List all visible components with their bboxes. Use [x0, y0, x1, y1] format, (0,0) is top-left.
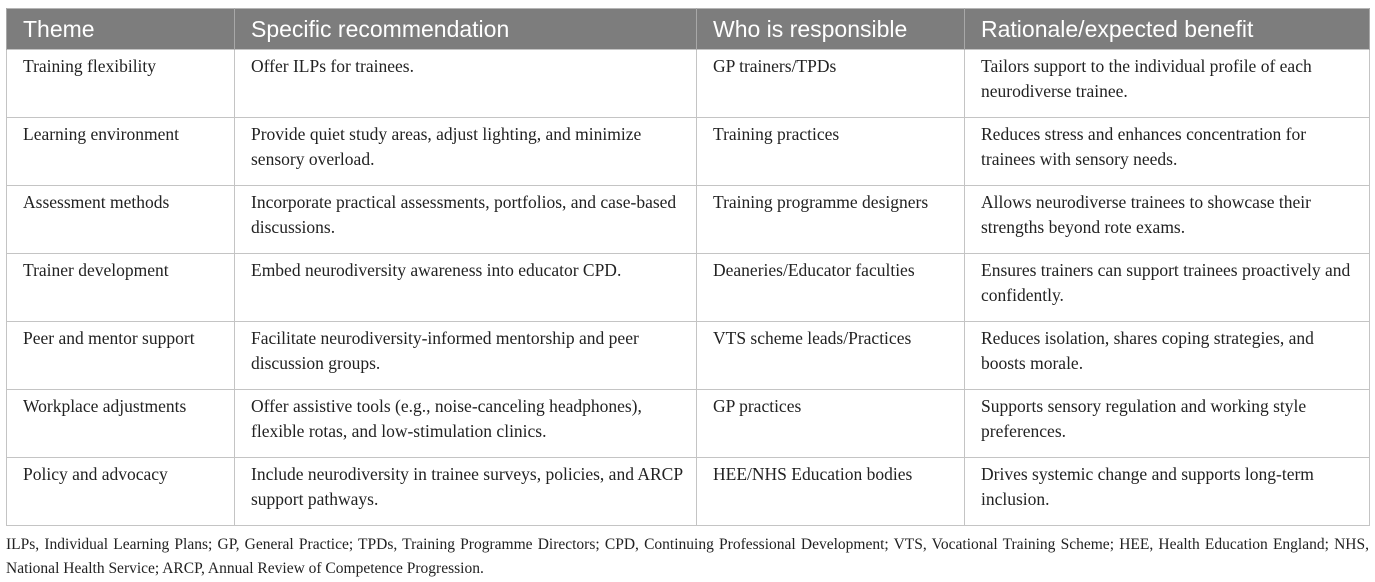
header-rationale: Rationale/expected benefit [965, 9, 1370, 50]
table-row [7, 186, 1370, 254]
table-row [7, 50, 1370, 118]
table-header-row [7, 9, 1370, 50]
cell-theme: Policy and advocacy [7, 458, 235, 526]
header-who-is-responsible: Who is responsible [697, 9, 965, 50]
table-row [7, 118, 1370, 186]
cell-responsible: GP practices [697, 390, 965, 458]
recommendations-table-container [6, 8, 1369, 526]
table-footnote: ILPs, Individual Learning Plans; GP, General Practice; TPDs, Training Programme Directors; CPD, Continuing Professional Development; VTS, Vocational Training Scheme; HEE, Health Education England; NHS, National Health Service; ARCP, Annual Review of Competence Progression. [6, 536, 1369, 577]
cell-responsible: GP trainers/TPDs [697, 50, 965, 118]
cell-recommendation: Provide quiet study areas, adjust lighting, and minimize sensory overload. [235, 118, 697, 186]
cell-recommendation: Include neurodiversity in trainee surveys, policies, and ARCP support pathways. [235, 458, 697, 526]
cell-rationale: Ensures trainers can support trainees proactively and confidently. [965, 254, 1370, 322]
cell-rationale: Drives systemic change and supports long-term inclusion. [965, 458, 1370, 526]
cell-rationale: Tailors support to the individual profile of each neurodiverse trainee. [965, 50, 1370, 118]
header-theme: Theme [7, 9, 235, 50]
cell-rationale: Reduces isolation, shares coping strategies, and boosts morale. [965, 322, 1370, 390]
table-row [7, 254, 1370, 322]
recommendations-table [6, 8, 1370, 526]
cell-theme: Trainer development [7, 254, 235, 322]
cell-recommendation: Incorporate practical assessments, portfolios, and case-based discussions. [235, 186, 697, 254]
cell-theme: Peer and mentor support [7, 322, 235, 390]
cell-recommendation: Embed neurodiversity awareness into educator CPD. [235, 254, 697, 322]
table-row [7, 322, 1370, 390]
cell-recommendation: Offer assistive tools (e.g., noise-canceling headphones), flexible rotas, and low-stimulation clinics. [235, 390, 697, 458]
cell-rationale: Reduces stress and enhances concentration for trainees with sensory needs. [965, 118, 1370, 186]
cell-recommendation: Facilitate neurodiversity-informed mentorship and peer discussion groups. [235, 322, 697, 390]
cell-responsible: VTS scheme leads/Practices [697, 322, 965, 390]
cell-responsible: Training programme designers [697, 186, 965, 254]
cell-theme: Assessment methods [7, 186, 235, 254]
cell-theme: Workplace adjustments [7, 390, 235, 458]
cell-rationale: Supports sensory regulation and working style preferences. [965, 390, 1370, 458]
header-specific-recommendation: Specific recommendation [235, 9, 697, 50]
cell-theme: Learning environment [7, 118, 235, 186]
table-row [7, 458, 1370, 526]
cell-responsible: Deaneries/Educator faculties [697, 254, 965, 322]
cell-theme: Training flexibility [7, 50, 235, 118]
cell-recommendation: Offer ILPs for trainees. [235, 50, 697, 118]
cell-rationale: Allows neurodiverse trainees to showcase their strengths beyond rote exams. [965, 186, 1370, 254]
cell-responsible: Training practices [697, 118, 965, 186]
table-row [7, 390, 1370, 458]
cell-responsible: HEE/NHS Education bodies [697, 458, 965, 526]
